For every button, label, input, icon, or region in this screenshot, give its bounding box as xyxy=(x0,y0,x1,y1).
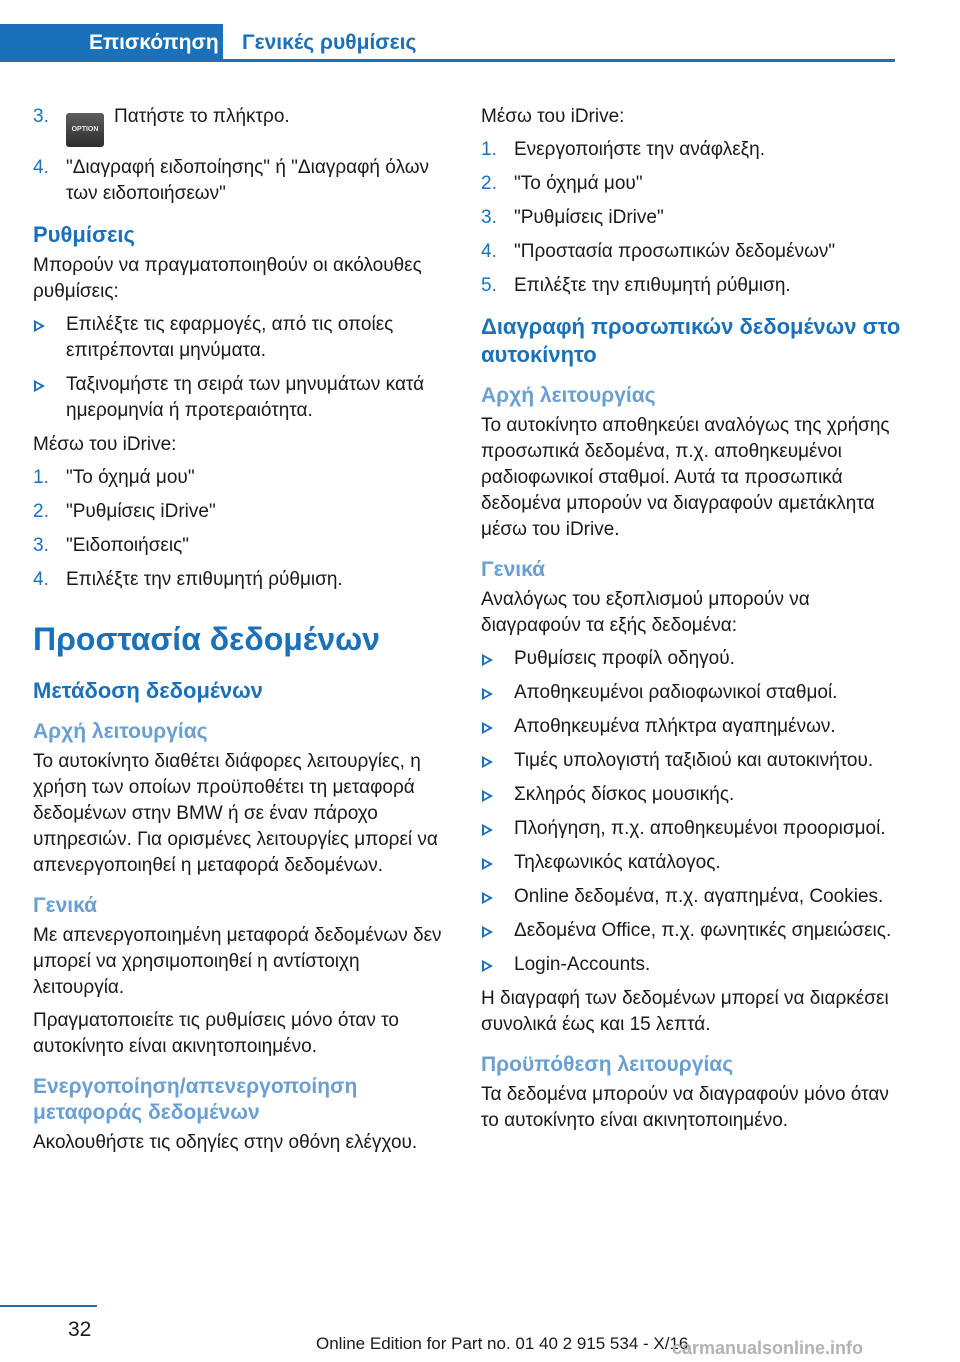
right-column xyxy=(481,104,901,1141)
bullet-text: Αποθηκευμένα πλήκτρα αγαπημένων. xyxy=(514,716,836,737)
tab-overview[interactable]: Επισκόπηση xyxy=(0,24,223,62)
bullet-item xyxy=(481,816,901,842)
tab-general-settings[interactable]: Γενικές ρυθμίσεις xyxy=(242,31,417,54)
step-number: 1. xyxy=(481,139,497,160)
step-item xyxy=(33,155,453,207)
bullet-item xyxy=(481,646,901,672)
bullet-text: Σκληρός δίσκος μουσικής. xyxy=(514,784,735,805)
step-item xyxy=(481,205,901,231)
step-text: Πατήστε το πλήκτρο. xyxy=(114,106,290,127)
step-item xyxy=(33,465,453,491)
triangle-bullet-icon xyxy=(482,960,493,972)
notification-steps xyxy=(33,104,453,207)
step-text: "Ρυθμίσεις iDrive" xyxy=(66,501,216,522)
step-text: "Ειδοποιήσεις" xyxy=(66,535,190,556)
step-number: 4. xyxy=(33,569,49,590)
bullet-item xyxy=(481,782,901,808)
bullet-text: Online δεδομένα, π.χ. αγαπημένα, Cookies. xyxy=(514,886,884,907)
bullet-item xyxy=(481,850,901,876)
footer-rule xyxy=(0,1305,97,1307)
section-title: Προστασία δεδομένων xyxy=(33,621,380,657)
triangle-bullet-icon xyxy=(34,380,45,392)
triangle-bullet-icon xyxy=(482,858,493,870)
principle-heading: Αρχή λειτουργίας xyxy=(33,720,208,743)
step-number: 3. xyxy=(33,535,49,556)
general-text: Πραγματοποιείτε τις ρυθμίσεις μόνο όταν το αυτοκίνητο είναι ακινητοποιημένο. xyxy=(33,1010,399,1057)
bullet-text: Login-Accounts. xyxy=(514,954,651,975)
bullet-item xyxy=(481,918,901,944)
general-heading: Γενικά xyxy=(481,558,546,581)
principle-text: Το αυτοκίνητο αποθηκεύει αναλόγως της χρήσης προσωπικά δεδομένα, π.χ. αποθηκευμένοι ραδιοφωνικοί σταθμοί. Αυτά τα προσωπικά δεδομένα μπορούν να διαγραφούν αμετάκλητα μέσω του iDrive. xyxy=(481,415,890,540)
header-tabs xyxy=(0,24,895,62)
bullet-text: Τηλεφωνικός κατάλογος. xyxy=(514,852,721,873)
step-text: Ενεργοποιήστε την ανάφλεξη. xyxy=(514,139,766,160)
settings-bullets xyxy=(33,312,453,424)
watermark: carmanualsonline.info xyxy=(672,1338,864,1358)
bullet-item xyxy=(481,680,901,706)
bullet-text: Τιμές υπολογιστή ταξιδιού και αυτοκινήτου. xyxy=(514,750,874,771)
triangle-bullet-icon xyxy=(482,790,493,802)
step-item xyxy=(33,567,453,593)
step-text: "Ρυθμίσεις iDrive" xyxy=(514,207,664,228)
deletable-data-list xyxy=(481,646,901,978)
step-item xyxy=(481,171,901,197)
step-item xyxy=(33,499,453,525)
triangle-bullet-icon xyxy=(482,926,493,938)
triangle-bullet-icon xyxy=(482,756,493,768)
step-text: Επιλέξτε την επιθυμητή ρύθμιση. xyxy=(66,569,343,590)
triangle-bullet-icon xyxy=(482,654,493,666)
bullet-item xyxy=(33,312,453,364)
left-column xyxy=(33,104,453,1163)
step-number: 4. xyxy=(481,241,497,262)
step-number: 3. xyxy=(33,106,49,127)
bullet-text: Αποθηκευμένοι ραδιοφωνικοί σταθμοί. xyxy=(514,682,838,703)
step-item xyxy=(33,104,453,147)
step-text: "Προστασία προσωπικών δεδομένων" xyxy=(514,241,836,262)
activation-heading: Ενεργοποίηση/απενεργοποίηση μεταφοράς δεδομένων xyxy=(33,1075,358,1124)
delete-duration-text: Η διαγραφή των δεδομένων μπορεί να διαρκέσει συνολικά έως και 15 λεπτά. xyxy=(481,988,889,1035)
step-number: 2. xyxy=(33,501,49,522)
via-idrive-label: Μέσω του iDrive: xyxy=(33,434,177,455)
prerequisite-text: Τα δεδομένα μπορούν να διαγραφούν μόνο όταν το αυτοκίνητο είναι ακινητοποιημένο. xyxy=(481,1084,889,1131)
prerequisite-heading: Προϋπόθεση λειτουργίας xyxy=(481,1053,734,1076)
bullet-item xyxy=(33,372,453,424)
bullet-item xyxy=(481,952,901,978)
edition-note: Online Edition for Part no. 01 40 2 915 534 - X/16 xyxy=(316,1334,689,1353)
principle-heading: Αρχή λειτουργίας xyxy=(481,384,656,407)
step-number: 5. xyxy=(481,275,497,296)
general-text: Με απενεργοποιημένη μεταφορά δεδομένων δεν μπορεί να χρησιμοποιηθεί η αντίστοιχη λειτουργία. xyxy=(33,925,442,998)
activation-text: Ακολουθήστε τις οδηγίες στην οθόνη ελέγχου. xyxy=(33,1132,418,1153)
step-item xyxy=(481,137,901,163)
via-idrive-label: Μέσω του iDrive: xyxy=(481,106,625,127)
general-intro: Αναλόγως του εξοπλισμού μπορούν να διαγραφούν τα εξής δεδομένα: xyxy=(481,589,810,636)
step-number: 4. xyxy=(33,157,49,178)
step-number: 3. xyxy=(481,207,497,228)
idrive-steps xyxy=(33,465,453,593)
settings-intro: Μπορούν να πραγματοποιηθούν οι ακόλουθες ρυθμίσεις: xyxy=(33,255,422,302)
delete-data-heading: Διαγραφή προσωπικών δεδομένων στο αυτοκίνητο xyxy=(481,314,901,367)
step-number: 2. xyxy=(481,173,497,194)
data-transfer-heading: Μετάδοση δεδομένων xyxy=(33,678,263,703)
step-item xyxy=(481,239,901,265)
option-button-icon: OPTION xyxy=(66,113,104,147)
general-heading: Γενικά xyxy=(33,894,98,917)
bullet-item xyxy=(481,884,901,910)
bullet-item xyxy=(481,748,901,774)
privacy-steps xyxy=(481,137,901,299)
page-number: 32 xyxy=(68,1318,92,1341)
bullet-text: Πλοήγηση, π.χ. αποθηκευμένοι προορισμοί. xyxy=(514,818,886,839)
triangle-bullet-icon xyxy=(34,320,45,332)
triangle-bullet-icon xyxy=(482,722,493,734)
step-number: 1. xyxy=(33,467,49,488)
step-item xyxy=(33,533,453,559)
triangle-bullet-icon xyxy=(482,892,493,904)
principle-text: Το αυτοκίνητο διαθέτει διάφορες λειτουργίες, η χρήση των οποίων προϋποθέτει τη μεταφορά δεδομένων στην BMW ή σε έναν πάροχο υπηρεσιών. Για ορισμένες λειτουργίες μπορεί να απενεργοποιηθεί η μεταφορά δεδομένων. xyxy=(33,751,438,876)
bullet-text: Δεδομένα Office, π.χ. φωνητικές σημειώσεις. xyxy=(514,920,892,941)
bullet-text: Ταξινομήστε τη σειρά των μηνυμάτων κατά ημερομηνία ή προτεραιότητα. xyxy=(66,374,425,421)
triangle-bullet-icon xyxy=(482,688,493,700)
triangle-bullet-icon xyxy=(482,824,493,836)
step-text: "Διαγραφή ειδοποίησης" ή "Διαγραφή όλων των ειδοποιήσεων" xyxy=(66,157,430,204)
step-item xyxy=(481,273,901,299)
bullet-text: Ρυθμίσεις προφίλ οδηγού. xyxy=(514,648,735,669)
step-text: "Το όχημά μου" xyxy=(66,467,195,488)
settings-heading: Ρυθμίσεις xyxy=(33,222,135,247)
step-text: Επιλέξτε την επιθυμητή ρύθμιση. xyxy=(514,275,791,296)
step-text: "Το όχημά μου" xyxy=(514,173,643,194)
bullet-text: Επιλέξτε τις εφαρμογές, από τις οποίες επιτρέπονται μηνύματα. xyxy=(66,314,394,361)
bullet-item xyxy=(481,714,901,740)
